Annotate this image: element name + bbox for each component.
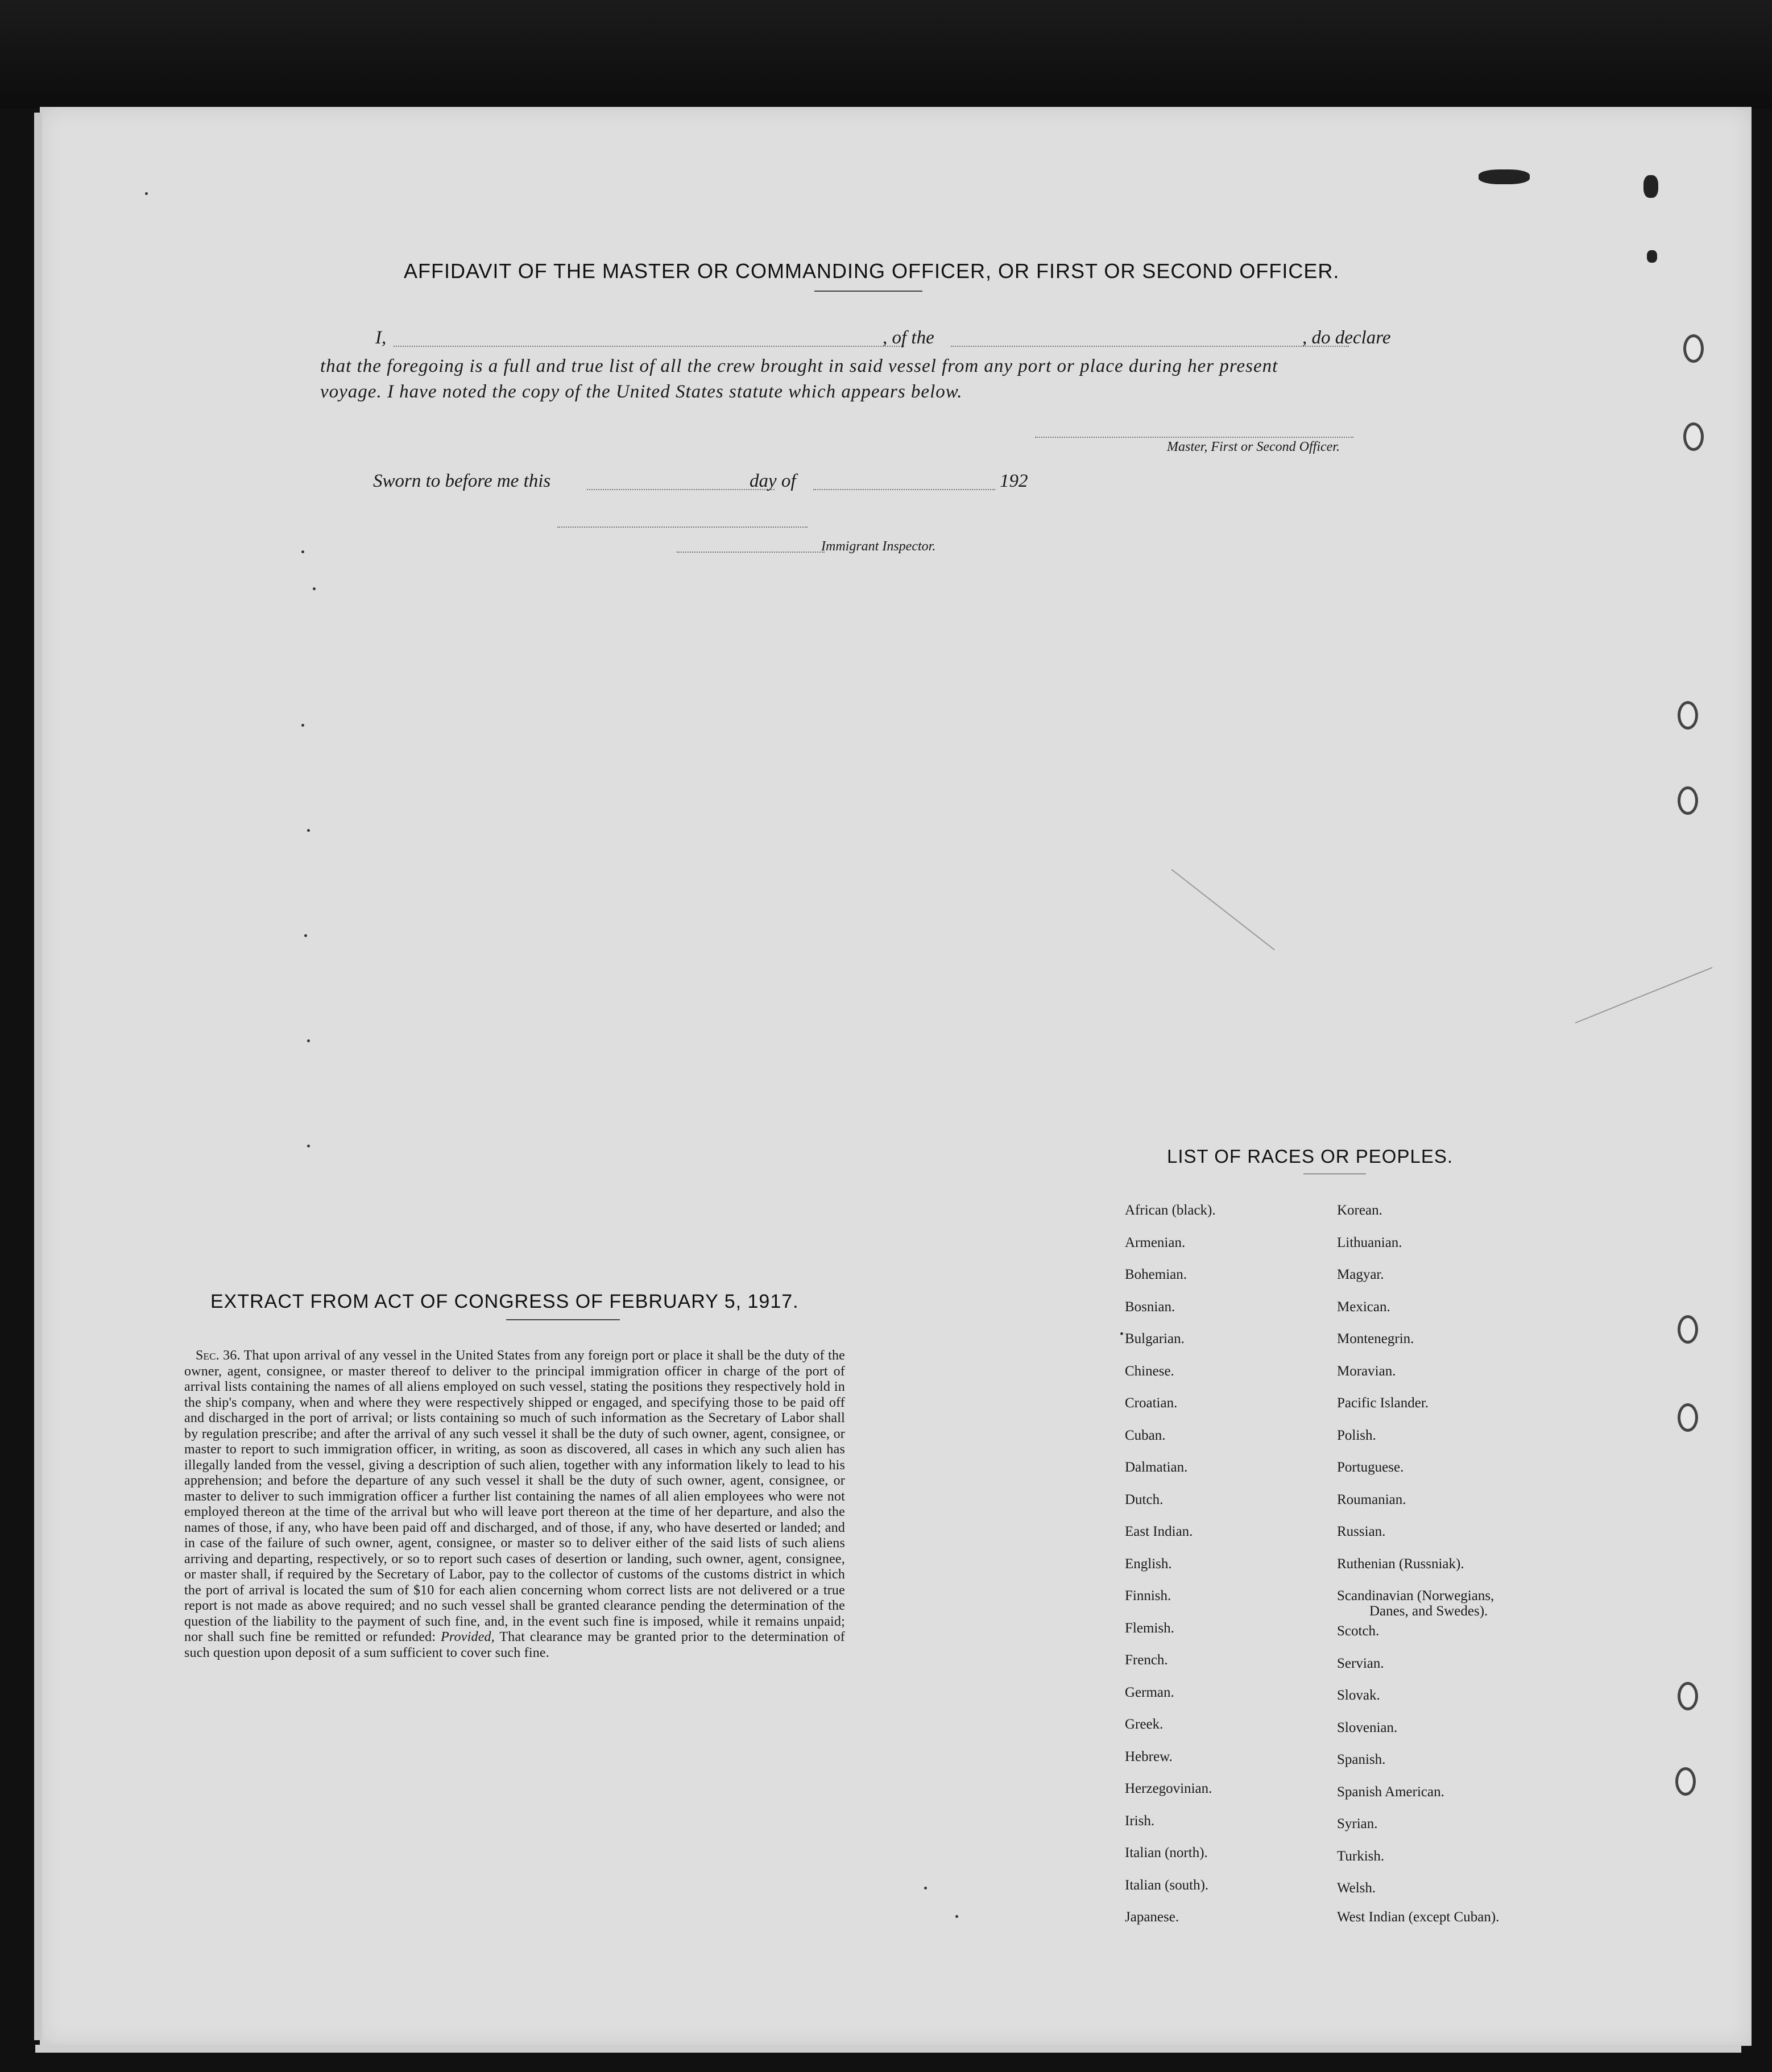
extract-title: EXTRACT FROM ACT OF CONGRESS OF FEBRUARY 5, 1917. — [210, 1291, 799, 1312]
statute-body: That upon arrival of any vessel in the United States from any foreign port or place it shall be the duty of the owner, agent, consignee, or master thereof to deliver to the principal immigration officer in charge of the port of arrival lists containing the names of all aliens employed on such vessel, stating the positions they respectively hold in the ship's company, when and where they were respectively shipped or engaged, and specifying those to be paid off and discharged in the port of arrival; or lists containing so much of such information as the Secretary of Labor shall by regulation prescribe; and after the arrival of any such vessel it shall be the duty of such owner, agent, consignee, or master to report to such immigration officer, in writing, as soon as discovered, all cases in which any such alien has illegally landed from the vessel, giving a description of such alien, together with any information likely to lead to his apprehension; and before the departure of any such vessel it shall be the duty of such owner, agent, consignee, or master to deliver to such immigration officer a further list containing the names of all alien employees who were not employed thereon at the time of the arrival but who will leave port thereon at the time of her departure, and also the names of those, if any, who have been paid off and discharged, and of those, if any, who have deserted or landed; and in case of the failure of such owner, agent, consignee, or master so to deliver either of the said lists of such aliens arriving and departing, respectively, or so to report such cases of desertion or landing, such owner, agent, consignee, or master shall, if required by the Secretary of Labor, pay to the collector of customs of the customs district in which the port of arrival is located the sum of $10 for each alien concerning whom correct lists are not delivered or a true report is not made as above required; and no such vessel shall be granted clearance pending the determination of the question of the liability to the payment of such fine, and, in the event such fine is imposed, while it remains unpaid; nor shall such fine be remitted or refunded: — [184, 1348, 846, 1644]
month-blank-line — [813, 489, 995, 490]
sworn-label: Sworn to before me this — [373, 471, 551, 491]
race-item: Herzegovinian. — [1125, 1781, 1212, 1796]
race-item: African (black). — [1125, 1203, 1216, 1218]
binder-hole — [1678, 701, 1698, 730]
race-item: Ruthenian (Russniak). — [1337, 1556, 1464, 1572]
year-prefix: 192 — [1000, 471, 1028, 491]
race-item: Polish. — [1337, 1427, 1376, 1443]
race-item: Irish. — [1125, 1813, 1155, 1829]
affidavit-line-3: voyage. I have noted the copy of the United States statute which appears below. — [320, 382, 963, 402]
race-item: Bosnian. — [1125, 1299, 1175, 1315]
binder-hole — [1678, 1682, 1698, 1710]
affidavit-i: I, — [375, 328, 387, 348]
binder-hole — [1678, 1403, 1698, 1432]
extract-divider — [506, 1319, 620, 1320]
affidavit-of-the: , of the — [883, 328, 934, 348]
page-edge-bottom — [35, 2045, 1741, 2053]
race-item: Dalmatian. — [1125, 1460, 1188, 1475]
race-item: Hebrew. — [1125, 1748, 1173, 1764]
speck — [307, 1145, 310, 1147]
page-edge-left — [34, 113, 42, 2040]
scanner-background — [0, 0, 1772, 108]
stain-mark — [1647, 250, 1657, 263]
race-item: Italian (south). — [1125, 1877, 1209, 1893]
scratch-mark — [1575, 967, 1713, 1023]
speck — [307, 1039, 310, 1042]
document-page — [40, 107, 1752, 2046]
speck — [307, 829, 310, 832]
race-item: Servian. — [1337, 1655, 1384, 1671]
race-item: Finnish. — [1125, 1588, 1171, 1603]
race-item: Montenegrin. — [1337, 1331, 1414, 1346]
day-of-label: day of — [750, 471, 796, 491]
title-divider — [814, 291, 922, 292]
race-item-continuation: Danes, and Swedes). — [1369, 1603, 1488, 1619]
race-item: Croatian. — [1125, 1395, 1178, 1411]
affidavit-line-2: that the foregoing is a full and true list of all the crew brought in said vessel from any port or place during her present — [320, 356, 1278, 376]
signature-label: Master, First or Second Officer. — [1167, 440, 1340, 454]
race-item: Syrian. — [1337, 1816, 1378, 1831]
race-item: Lithuanian. — [1337, 1234, 1402, 1250]
race-item: Russian. — [1337, 1524, 1386, 1539]
affidavit-title: AFFIDAVIT OF THE MASTER OR COMMANDING OFFICER, OR FIRST OR SECOND OFFICER. — [404, 259, 1340, 283]
speck — [304, 934, 307, 937]
binder-hole — [1675, 1767, 1696, 1796]
speck — [301, 724, 304, 727]
race-item: Cuban. — [1125, 1427, 1166, 1443]
race-item: Scotch. — [1337, 1623, 1380, 1639]
race-item: Roumanian. — [1337, 1491, 1406, 1507]
race-item: German. — [1125, 1684, 1174, 1700]
provided-word: Provided, — [441, 1630, 495, 1644]
race-item: Scandinavian (Norwegians, — [1337, 1588, 1494, 1603]
name-blank-line — [394, 346, 904, 347]
race-item: Korean. — [1337, 1203, 1382, 1218]
race-item: Moravian. — [1337, 1363, 1396, 1379]
section-label: Sec. 36. — [196, 1348, 241, 1363]
race-item: Spanish. — [1337, 1752, 1386, 1767]
speck — [301, 550, 304, 553]
inspector-label: Immigrant Inspector. — [821, 539, 936, 554]
race-item: Mexican. — [1337, 1299, 1390, 1315]
race-item: Chinese. — [1125, 1363, 1174, 1379]
statute-text — [184, 1348, 845, 1661]
speck — [145, 192, 148, 195]
race-item: Japanese. — [1125, 1909, 1179, 1925]
race-item: Bohemian. — [1125, 1267, 1187, 1282]
race-item: Magyar. — [1337, 1267, 1384, 1282]
race-item: Portuguese. — [1337, 1460, 1404, 1475]
reverse-side-bleedthrough — [245, 202, 1752, 248]
inspector-signature-line — [557, 527, 808, 528]
stain-mark — [1643, 175, 1658, 198]
race-item: West Indian (except Cuban). — [1337, 1909, 1500, 1925]
affidavit-declare: , do declare — [1302, 328, 1391, 348]
day-blank-line — [587, 489, 775, 490]
inspector-blank-line — [677, 552, 825, 553]
binder-hole — [1678, 786, 1698, 815]
race-item: Italian (north). — [1125, 1845, 1208, 1860]
statute-body-end: That clearance may be granted prior to the determination of such question upon deposit of a sum sufficient to cover such fine. — [184, 1630, 845, 1660]
races-title: LIST OF RACES OR PEOPLES. — [1167, 1146, 1454, 1167]
speck — [313, 587, 316, 590]
stain-mark — [1479, 169, 1530, 184]
binder-hole — [1683, 334, 1704, 363]
speck — [955, 1915, 958, 1918]
race-item: Greek. — [1125, 1717, 1164, 1732]
race-item: French. — [1125, 1652, 1168, 1668]
scratch-mark — [1171, 869, 1274, 950]
vessel-blank-line — [951, 346, 1349, 347]
race-item: East Indian. — [1125, 1524, 1193, 1539]
speck — [1120, 1332, 1123, 1335]
race-item: Armenian. — [1125, 1234, 1186, 1250]
race-item: English. — [1125, 1556, 1172, 1572]
race-item: Spanish American. — [1337, 1784, 1444, 1800]
speck — [924, 1887, 927, 1889]
race-item: Dutch. — [1125, 1491, 1164, 1507]
race-item: Welsh. — [1337, 1880, 1376, 1896]
race-item: Bulgarian. — [1125, 1331, 1185, 1346]
signature-blank-line — [1035, 437, 1353, 438]
race-item: Slovak. — [1337, 1688, 1380, 1703]
race-item: Slovenian. — [1337, 1719, 1398, 1735]
race-item: Flemish. — [1125, 1620, 1174, 1636]
binder-hole — [1683, 422, 1704, 451]
binder-hole — [1678, 1315, 1698, 1344]
race-item: Turkish. — [1337, 1848, 1385, 1864]
race-item: Pacific Islander. — [1337, 1395, 1429, 1411]
